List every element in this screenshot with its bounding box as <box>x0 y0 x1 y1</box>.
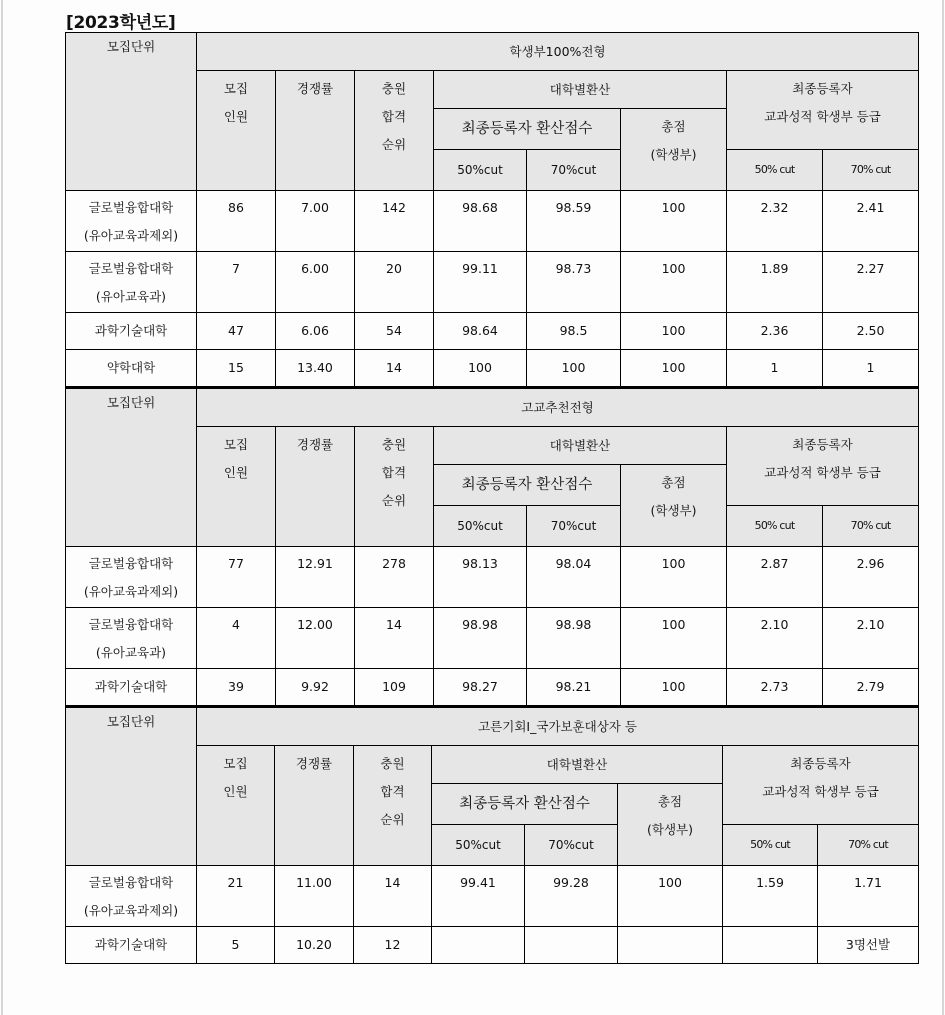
recruit-cell: 5 <box>197 927 275 964</box>
table-row <box>66 350 919 387</box>
header-rate: 경쟁률 <box>275 746 354 866</box>
recruit-cell: 86 <box>197 191 276 252</box>
header-cut70: 70%cut <box>527 150 621 191</box>
rate-cell: 13.40 <box>276 350 355 387</box>
header-waitlist: 충원 합격 순위 <box>355 427 434 547</box>
header-waitlist: 충원 합격 순위 <box>355 71 434 191</box>
header-recruit: 모집 인원 <box>197 71 276 191</box>
page-title: [2023학년도] <box>66 13 176 33</box>
cut70-cell: 99.28 <box>525 866 618 927</box>
page-frame-left <box>1 0 3 1015</box>
header-grade-cut50: 50% cut <box>727 150 823 191</box>
grade50-cell: 2.87 <box>727 547 823 608</box>
admission-table-student-record <box>65 32 919 388</box>
grade70-cell: 2.50 <box>823 313 919 350</box>
unit-cell: 과학기술대학 <box>66 669 197 706</box>
rate-cell: 7.00 <box>276 191 355 252</box>
cut50-cell: 98.13 <box>434 547 527 608</box>
header-final-conv-score: 최종등록자 환산점수 <box>434 109 621 150</box>
waitlist-cell: 14 <box>355 608 434 669</box>
recruit-cell: 4 <box>197 608 276 669</box>
page-frame-right <box>942 0 944 1015</box>
header-recruit: 모집 인원 <box>197 427 276 547</box>
total-cell: 100 <box>621 350 727 387</box>
recruit-cell: 47 <box>197 313 276 350</box>
header-rate: 경쟁률 <box>276 427 355 547</box>
cut50-cell: 98.27 <box>434 669 527 706</box>
header-final-conv-score: 최종등록자 환산점수 <box>434 465 621 506</box>
total-cell: 100 <box>621 191 727 252</box>
header-cut70: 70%cut <box>527 506 621 547</box>
header-univ-conv: 대학별환산 <box>434 427 727 465</box>
header-grade-cut70: 70% cut <box>823 506 919 547</box>
header-total: 총점 (학생부) <box>618 784 723 866</box>
cut70-cell: 98.5 <box>527 313 621 350</box>
table-row <box>66 669 919 706</box>
header-waitlist: 충원 합격 순위 <box>354 746 432 866</box>
total-cell: 100 <box>621 547 727 608</box>
rate-cell: 6.00 <box>276 252 355 313</box>
header-final-grade: 최종등록자 교과성적 학생부 등급 <box>727 427 919 506</box>
section-title: 고교추천전형 <box>197 389 919 427</box>
unit-cell: 과학기술대학 <box>66 927 197 964</box>
waitlist-cell: 54 <box>355 313 434 350</box>
recruit-cell: 7 <box>197 252 276 313</box>
header-univ-conv: 대학별환산 <box>434 71 727 109</box>
waitlist-cell: 278 <box>355 547 434 608</box>
header-cut50: 50%cut <box>432 825 525 866</box>
table-row <box>66 313 919 350</box>
cut70-cell: 98.04 <box>527 547 621 608</box>
cut70-cell: 98.98 <box>527 608 621 669</box>
table-row <box>66 547 919 608</box>
grade70-cell: 3명선발 <box>818 927 919 964</box>
header-final-conv-score: 최종등록자 환산점수 <box>432 784 618 825</box>
header-univ-conv: 대학별환산 <box>432 746 723 784</box>
header-recruit: 모집 인원 <box>197 746 275 866</box>
waitlist-cell: 20 <box>355 252 434 313</box>
admission-table-equal-opportunity <box>65 707 919 964</box>
total-cell: 100 <box>621 252 727 313</box>
header-rate: 경쟁률 <box>276 71 355 191</box>
grade50-cell <box>723 927 818 964</box>
grade50-cell: 1.59 <box>723 866 818 927</box>
unit-cell: 글로벌융합대학 (유아교육과제외) <box>66 866 197 927</box>
total-cell <box>618 927 723 964</box>
rate-cell: 6.06 <box>276 313 355 350</box>
header-total: 총점 (학생부) <box>621 109 727 191</box>
section-title: 학생부100%전형 <box>197 33 919 71</box>
grade70-cell: 2.27 <box>823 252 919 313</box>
grade70-cell: 1.71 <box>818 866 919 927</box>
cut50-cell: 98.68 <box>434 191 527 252</box>
grade50-cell: 1.89 <box>727 252 823 313</box>
grade70-cell: 2.10 <box>823 608 919 669</box>
waitlist-cell: 14 <box>355 350 434 387</box>
header-cut50: 50%cut <box>434 506 527 547</box>
cut50-cell: 99.41 <box>432 866 525 927</box>
unit-cell: 약학대학 <box>66 350 197 387</box>
waitlist-cell: 142 <box>355 191 434 252</box>
header-final-grade: 최종등록자 교과성적 학생부 등급 <box>727 71 919 150</box>
table-row <box>66 608 919 669</box>
header-unit: 모집단위 <box>66 708 197 866</box>
grade50-cell: 2.36 <box>727 313 823 350</box>
header-total: 총점 (학생부) <box>621 465 727 547</box>
grade70-cell: 2.41 <box>823 191 919 252</box>
grade70-cell: 2.79 <box>823 669 919 706</box>
header-grade-cut50: 50% cut <box>723 825 818 866</box>
cut70-cell: 98.73 <box>527 252 621 313</box>
cut50-cell: 100 <box>434 350 527 387</box>
rate-cell: 12.91 <box>276 547 355 608</box>
table-row <box>66 866 919 927</box>
cut70-cell <box>525 927 618 964</box>
waitlist-cell: 12 <box>354 927 432 964</box>
grade50-cell: 1 <box>727 350 823 387</box>
cut50-cell <box>432 927 525 964</box>
rate-cell: 12.00 <box>276 608 355 669</box>
recruit-cell: 15 <box>197 350 276 387</box>
unit-cell: 과학기술대학 <box>66 313 197 350</box>
rate-cell: 10.20 <box>275 927 354 964</box>
total-cell: 100 <box>621 608 727 669</box>
unit-cell: 글로벌융합대학 (유아교육과제외) <box>66 547 197 608</box>
cut70-cell: 100 <box>527 350 621 387</box>
recruit-cell: 39 <box>197 669 276 706</box>
grade50-cell: 2.10 <box>727 608 823 669</box>
cut70-cell: 98.59 <box>527 191 621 252</box>
grade70-cell: 2.96 <box>823 547 919 608</box>
header-cut70: 70%cut <box>525 825 618 866</box>
cut70-cell: 98.21 <box>527 669 621 706</box>
grade50-cell: 2.73 <box>727 669 823 706</box>
table-row <box>66 927 919 964</box>
total-cell: 100 <box>618 866 723 927</box>
unit-cell: 글로벌융합대학 (유아교육과제외) <box>66 191 197 252</box>
recruit-cell: 77 <box>197 547 276 608</box>
unit-cell: 글로벌융합대학 (유아교육과) <box>66 608 197 669</box>
total-cell: 100 <box>621 669 727 706</box>
waitlist-cell: 14 <box>354 866 432 927</box>
header-grade-cut50: 50% cut <box>727 506 823 547</box>
cut50-cell: 98.64 <box>434 313 527 350</box>
header-cut50: 50%cut <box>434 150 527 191</box>
admission-table-school-recommendation <box>65 388 919 707</box>
cut50-cell: 99.11 <box>434 252 527 313</box>
header-unit: 모집단위 <box>66 33 197 191</box>
header-unit: 모집단위 <box>66 389 197 547</box>
rate-cell: 9.92 <box>276 669 355 706</box>
header-final-grade: 최종등록자 교과성적 학생부 등급 <box>723 746 919 825</box>
waitlist-cell: 109 <box>355 669 434 706</box>
grade70-cell: 1 <box>823 350 919 387</box>
header-grade-cut70: 70% cut <box>818 825 919 866</box>
cut50-cell: 98.98 <box>434 608 527 669</box>
section-title: 고른기회Ⅰ_국가보훈대상자 등 <box>197 708 919 746</box>
header-grade-cut70: 70% cut <box>823 150 919 191</box>
total-cell: 100 <box>621 313 727 350</box>
grade50-cell: 2.32 <box>727 191 823 252</box>
unit-cell: 글로벌융합대학 (유아교육과) <box>66 252 197 313</box>
table-row <box>66 191 919 252</box>
rate-cell: 11.00 <box>275 866 354 927</box>
table-row <box>66 252 919 313</box>
recruit-cell: 21 <box>197 866 275 927</box>
